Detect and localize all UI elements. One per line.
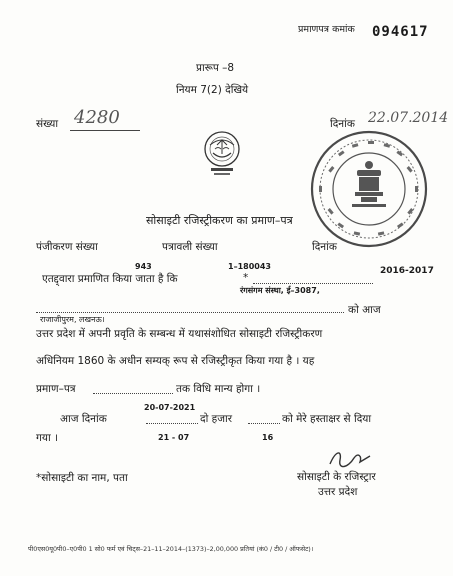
up-emblem-icon — [199, 127, 245, 181]
sankhya-label: संख्या — [36, 118, 59, 130]
certify-text: एतद्द्वारा प्रमाणित किया जाता है कि — [42, 273, 178, 285]
registration-year: 2016-2017 — [380, 266, 434, 276]
body-line-5a: प्रमाण–पत्र — [36, 383, 76, 395]
registrar-state: उत्तर प्रदेश — [318, 486, 358, 498]
year-dots — [248, 423, 280, 424]
date-dots — [146, 423, 198, 424]
printer-imprint: पी0एस0यू0पी0–ए0पी0 1 सो0 फर्म एवं चिट्स–21–11–2014–(1373)–2,00,000 प्रतियां (कं0 / टी0 / ऑफसेट)। — [28, 545, 314, 553]
col-dinank: दिनांक — [312, 241, 337, 253]
certificate-title: सोसाइटी रजिस्ट्रीकरण का प्रमाण–पत्र — [146, 214, 293, 227]
col-patravali-sankhya: पत्रावली संख्या — [162, 241, 218, 253]
line1-dots — [253, 283, 373, 284]
issue-date-full: 20-07-2021 — [144, 403, 196, 412]
registrar-title: सोसाइटी के रजिस्ट्रार — [297, 471, 376, 483]
gaya-text: गया । — [36, 432, 59, 444]
issue-day-month: 21 - 07 — [158, 433, 190, 442]
issue-year-tail: 16 — [262, 433, 274, 442]
body-line-4: अधिनियम 1860 के अधीन सम्यक् रूप से रजिस्ट्रीकृत किया गया है । यह — [36, 355, 315, 367]
validity-dots — [93, 393, 173, 394]
line2-dots — [36, 312, 344, 313]
rule-reference: नियम 7(2) देखिये — [176, 84, 249, 96]
society-name-note: *सोसाइटी का नाम, पता — [36, 472, 128, 484]
signature-text: को मेरे हस्ताक्षर से दिया — [282, 413, 372, 425]
sankhya-handwritten: 4280 — [74, 107, 120, 128]
aaj-dinank-text: आज दिनांक — [60, 413, 107, 425]
dinank-label: दिनांक — [330, 118, 355, 130]
do-hajar-text: दो हजार — [200, 413, 233, 425]
registrar-signature-icon — [326, 448, 374, 472]
registration-number: 943 — [135, 262, 152, 271]
certificate-number: 094617 — [372, 24, 429, 40]
body-line-3: उत्तर प्रदेश में अपनी प्रवृति के सम्बन्ध में यथासंशोधित सोसाइटी रजिस्ट्रीकरण — [36, 328, 323, 340]
file-number: 1–180043 — [228, 262, 271, 271]
society-name-address: रंगसंगम संस्था, ई–3087, — [240, 286, 320, 295]
form-number: प्रारूप –8 — [196, 62, 235, 74]
ko-aaj-text: को आज — [348, 304, 381, 316]
address-continued: राजाजीपुरम, लखनऊ। — [40, 315, 105, 324]
sankhya-underline — [70, 130, 140, 131]
dinank-handwritten: 22.07.2014 — [368, 110, 449, 126]
body-line-5b: तक विधि मान्य होगा । — [176, 383, 261, 395]
certificate-number-label: प्रमाणपत्र कमांक — [298, 24, 355, 35]
col-panjikaran-sankhya: पंजीकरण संख्या — [36, 241, 98, 253]
registrar-seal-icon — [308, 128, 430, 250]
asterisk-mark: * — [243, 272, 249, 284]
